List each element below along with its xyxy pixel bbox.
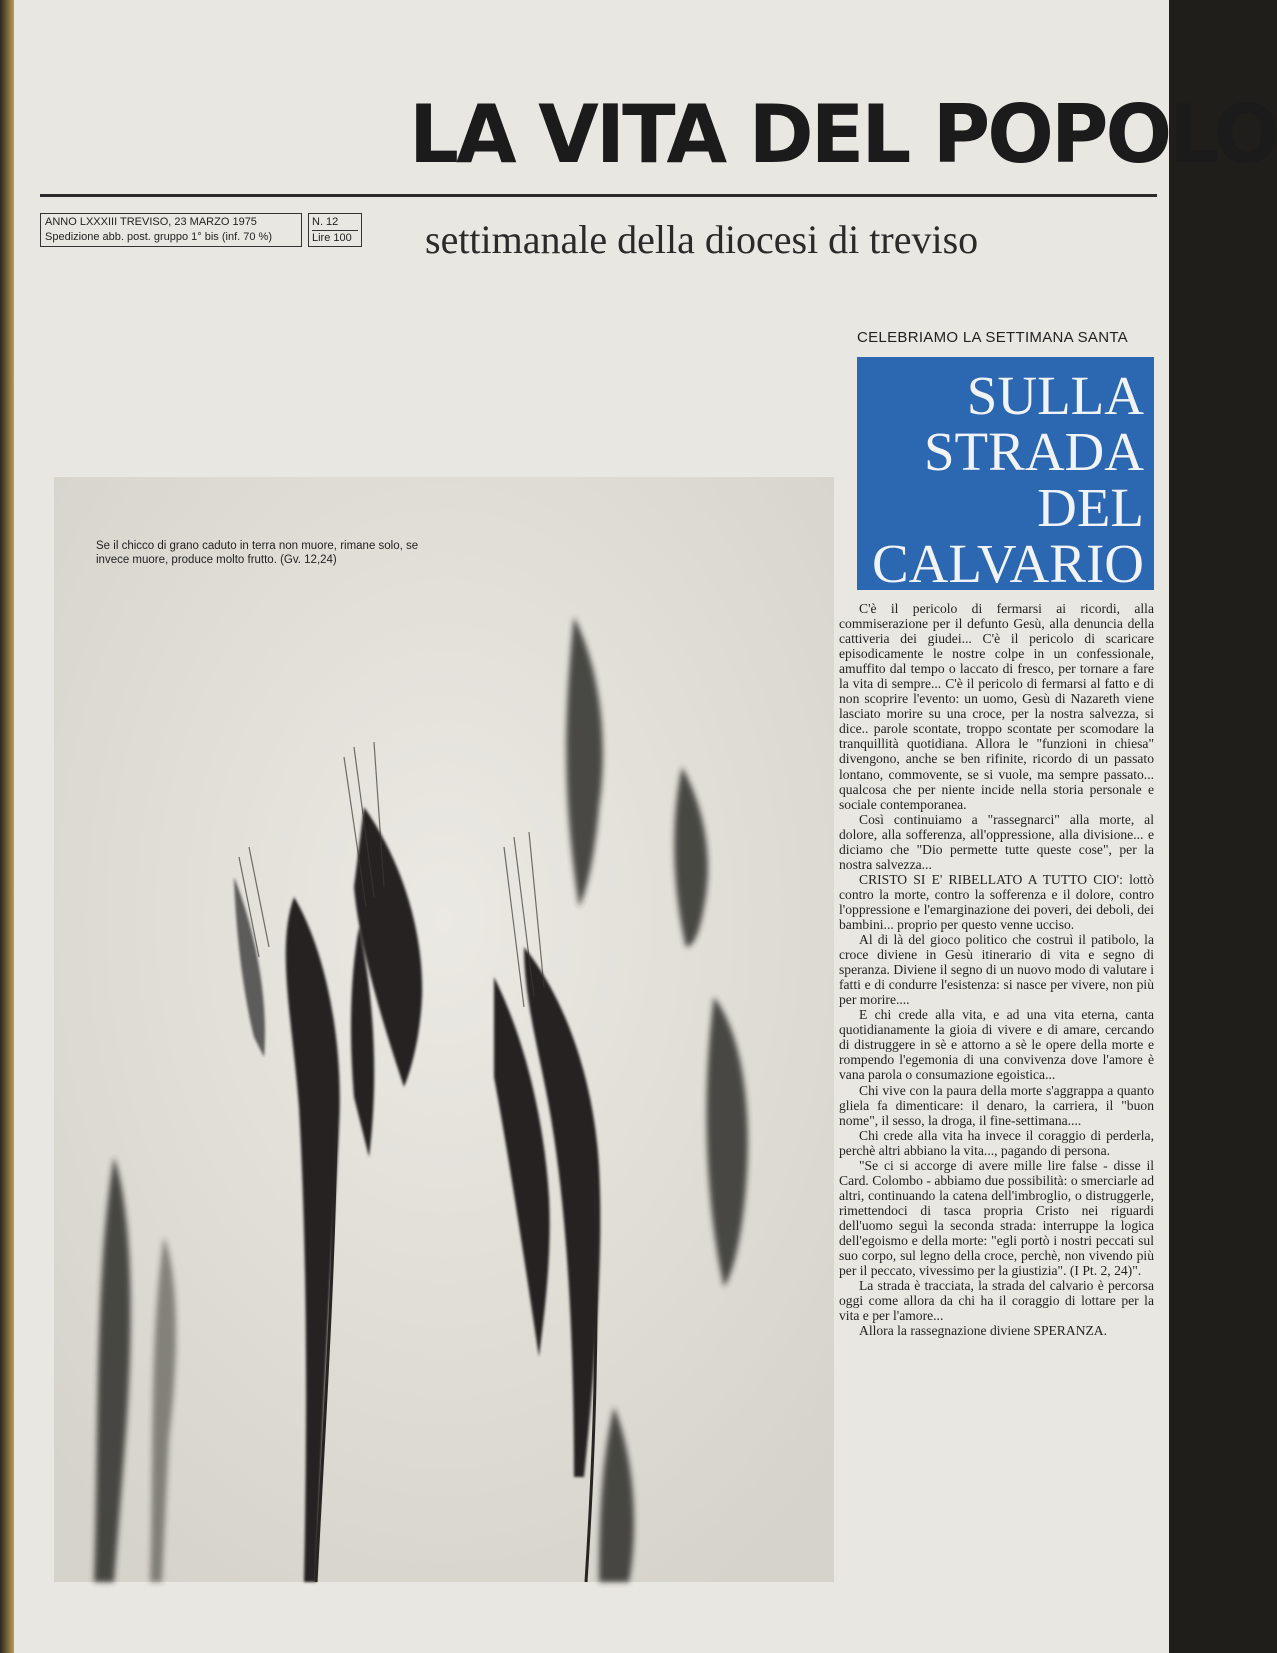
issue-details	[40, 213, 302, 247]
postal-notice: Spedizione abb. post. gruppo 1° bis (inf. 70 %)	[45, 231, 272, 243]
issue-number: N. 12	[312, 215, 358, 231]
article-paragraph: Chi crede alla vita ha invece il coraggio di perderla, perchè altri abbiano la vita..., pagando di persona.	[839, 1127, 1154, 1158]
article-paragraph: Così continuiamo a "rassegnarci" alla morte, al dolore, alla sofferenza, all'oppressione, alla divisione... e diciamo che "Dio permette tutte queste cose", per la nostra salvezza...	[839, 811, 1154, 872]
headline-line: DEL	[1037, 477, 1144, 538]
article-paragraph: C'è il pericolo di fermarsi ai ricordi, alla commiserazione per il defunto Gesù, alla denuncia della cattiveria dei giudei... C'è il pericolo di scaricare episodicamente le nostre colpe in un confessionale, amuffito dal tempo o laccato di fresco, per tornare a fare la vita di sempre... C'è il pericolo di fermarsi al fatto e di non scoprire l'evento: un uomo, Gesù di Nazareth viene lasciato morire su una croce, per la nostra salvezza, si dice.. parole scontate, troppo scontate per scomodare la tranquillità quotidiana. Allora le "funzioni in chiesa" divengono, anche se ben rifinite, ricordo di un passato lontano, commovente, se si vuole, ma sempre passato... qualcosa che per niente incide nella storia personale e sociale contemporanea.	[839, 601, 1154, 812]
article-body	[839, 601, 1154, 1338]
issue-year-date: ANNO LXXXIII TREVISO, 23 MARZO 1975	[45, 216, 257, 228]
issue-info-box	[40, 213, 362, 247]
masthead-rule	[40, 194, 1157, 197]
masthead-subtitle: settimanale della diocesi di treviso	[425, 217, 979, 262]
issue-number-price	[308, 213, 362, 247]
article-paragraph: CRISTO SI E' RIBELLATO A TUTTO CIO': lottò contro la morte, contro la sofferenza e il dolore, contro l'oppressione e l'emarginazione dei poveri, dei deboli, dei bambini... proprio per questo venne ucciso.	[839, 871, 1154, 932]
wheat-photo	[54, 477, 834, 1582]
newspaper-page	[14, 0, 1277, 1653]
article-paragraph: La strada è tracciata, la strada del calvario è percorsa oggi come allora da chi ha il coraggio di lottare per la vita e per l'amore...	[839, 1278, 1154, 1324]
issue-price: Lire 100	[312, 232, 352, 244]
article-paragraph: Allora la rassegnazione diviene SPERANZA.	[859, 1323, 1108, 1339]
article-paragraph: Chi vive con la paura della morte s'aggrappa a quanto gliela fa dimenticare: il denaro, la carriera, il "buon nome", il sesso, la droga, il fine-settimana....	[839, 1082, 1154, 1128]
headline-line: CALVARIO	[871, 533, 1144, 594]
article-paragraph: E chi crede alla vita, e ad una vita eterna, canta quotidianamente la gioia di vivere e di amare, cercando di distruggere in sè e attorno a sè le opere della morte e rompendo l'egemonia di una convivenza dove l'amore è vana parola o consumazione egoistica...	[839, 1007, 1154, 1083]
article-headline	[857, 357, 1154, 594]
headline-line: STRADA	[923, 421, 1144, 482]
binding-gutter	[0, 0, 14, 1653]
article-paragraph: Al di là del gioco politico che costruì il patibolo, la croce diviene in Gesù itinerario di vita e segno di speranza. Diviene il segno di un nuovo modo di valutare i fatti e di condurre l'esistenza: si nasce per vivere, non più per morire....	[839, 932, 1154, 1008]
photo-caption: Se il chicco di grano caduto in terra non muore, rimane solo, se invece muore, produce molto frutto. (Gv. 12,24)	[96, 540, 419, 566]
wheat-ears-image	[54, 477, 834, 1582]
masthead-title: LA VITA DEL POPOLO	[409, 88, 1277, 181]
article-paragraph: "Se ci si accorge di avere mille lire false - disse il Card. Colombo - abbiamo due possibilità: o smerciarle ad altri, continuando la catena dell'imbroglio, o distruggerle, rimettendoci di tasca propria Cristo nei riguardi dell'uomo seguì la seconda strada: interruppe la logica dell'egoismo e della morte: "egli portò i nostri peccati sul suo corpo, sul legno della croce, perchè, non vivendo più per il peccato, vivessimo per la giustizia". (I Pt. 2, 24)".	[839, 1157, 1154, 1279]
article-kicker: CELEBRIAMO LA SETTIMANA SANTA	[857, 329, 1128, 346]
headline-line: SULLA	[966, 365, 1144, 426]
